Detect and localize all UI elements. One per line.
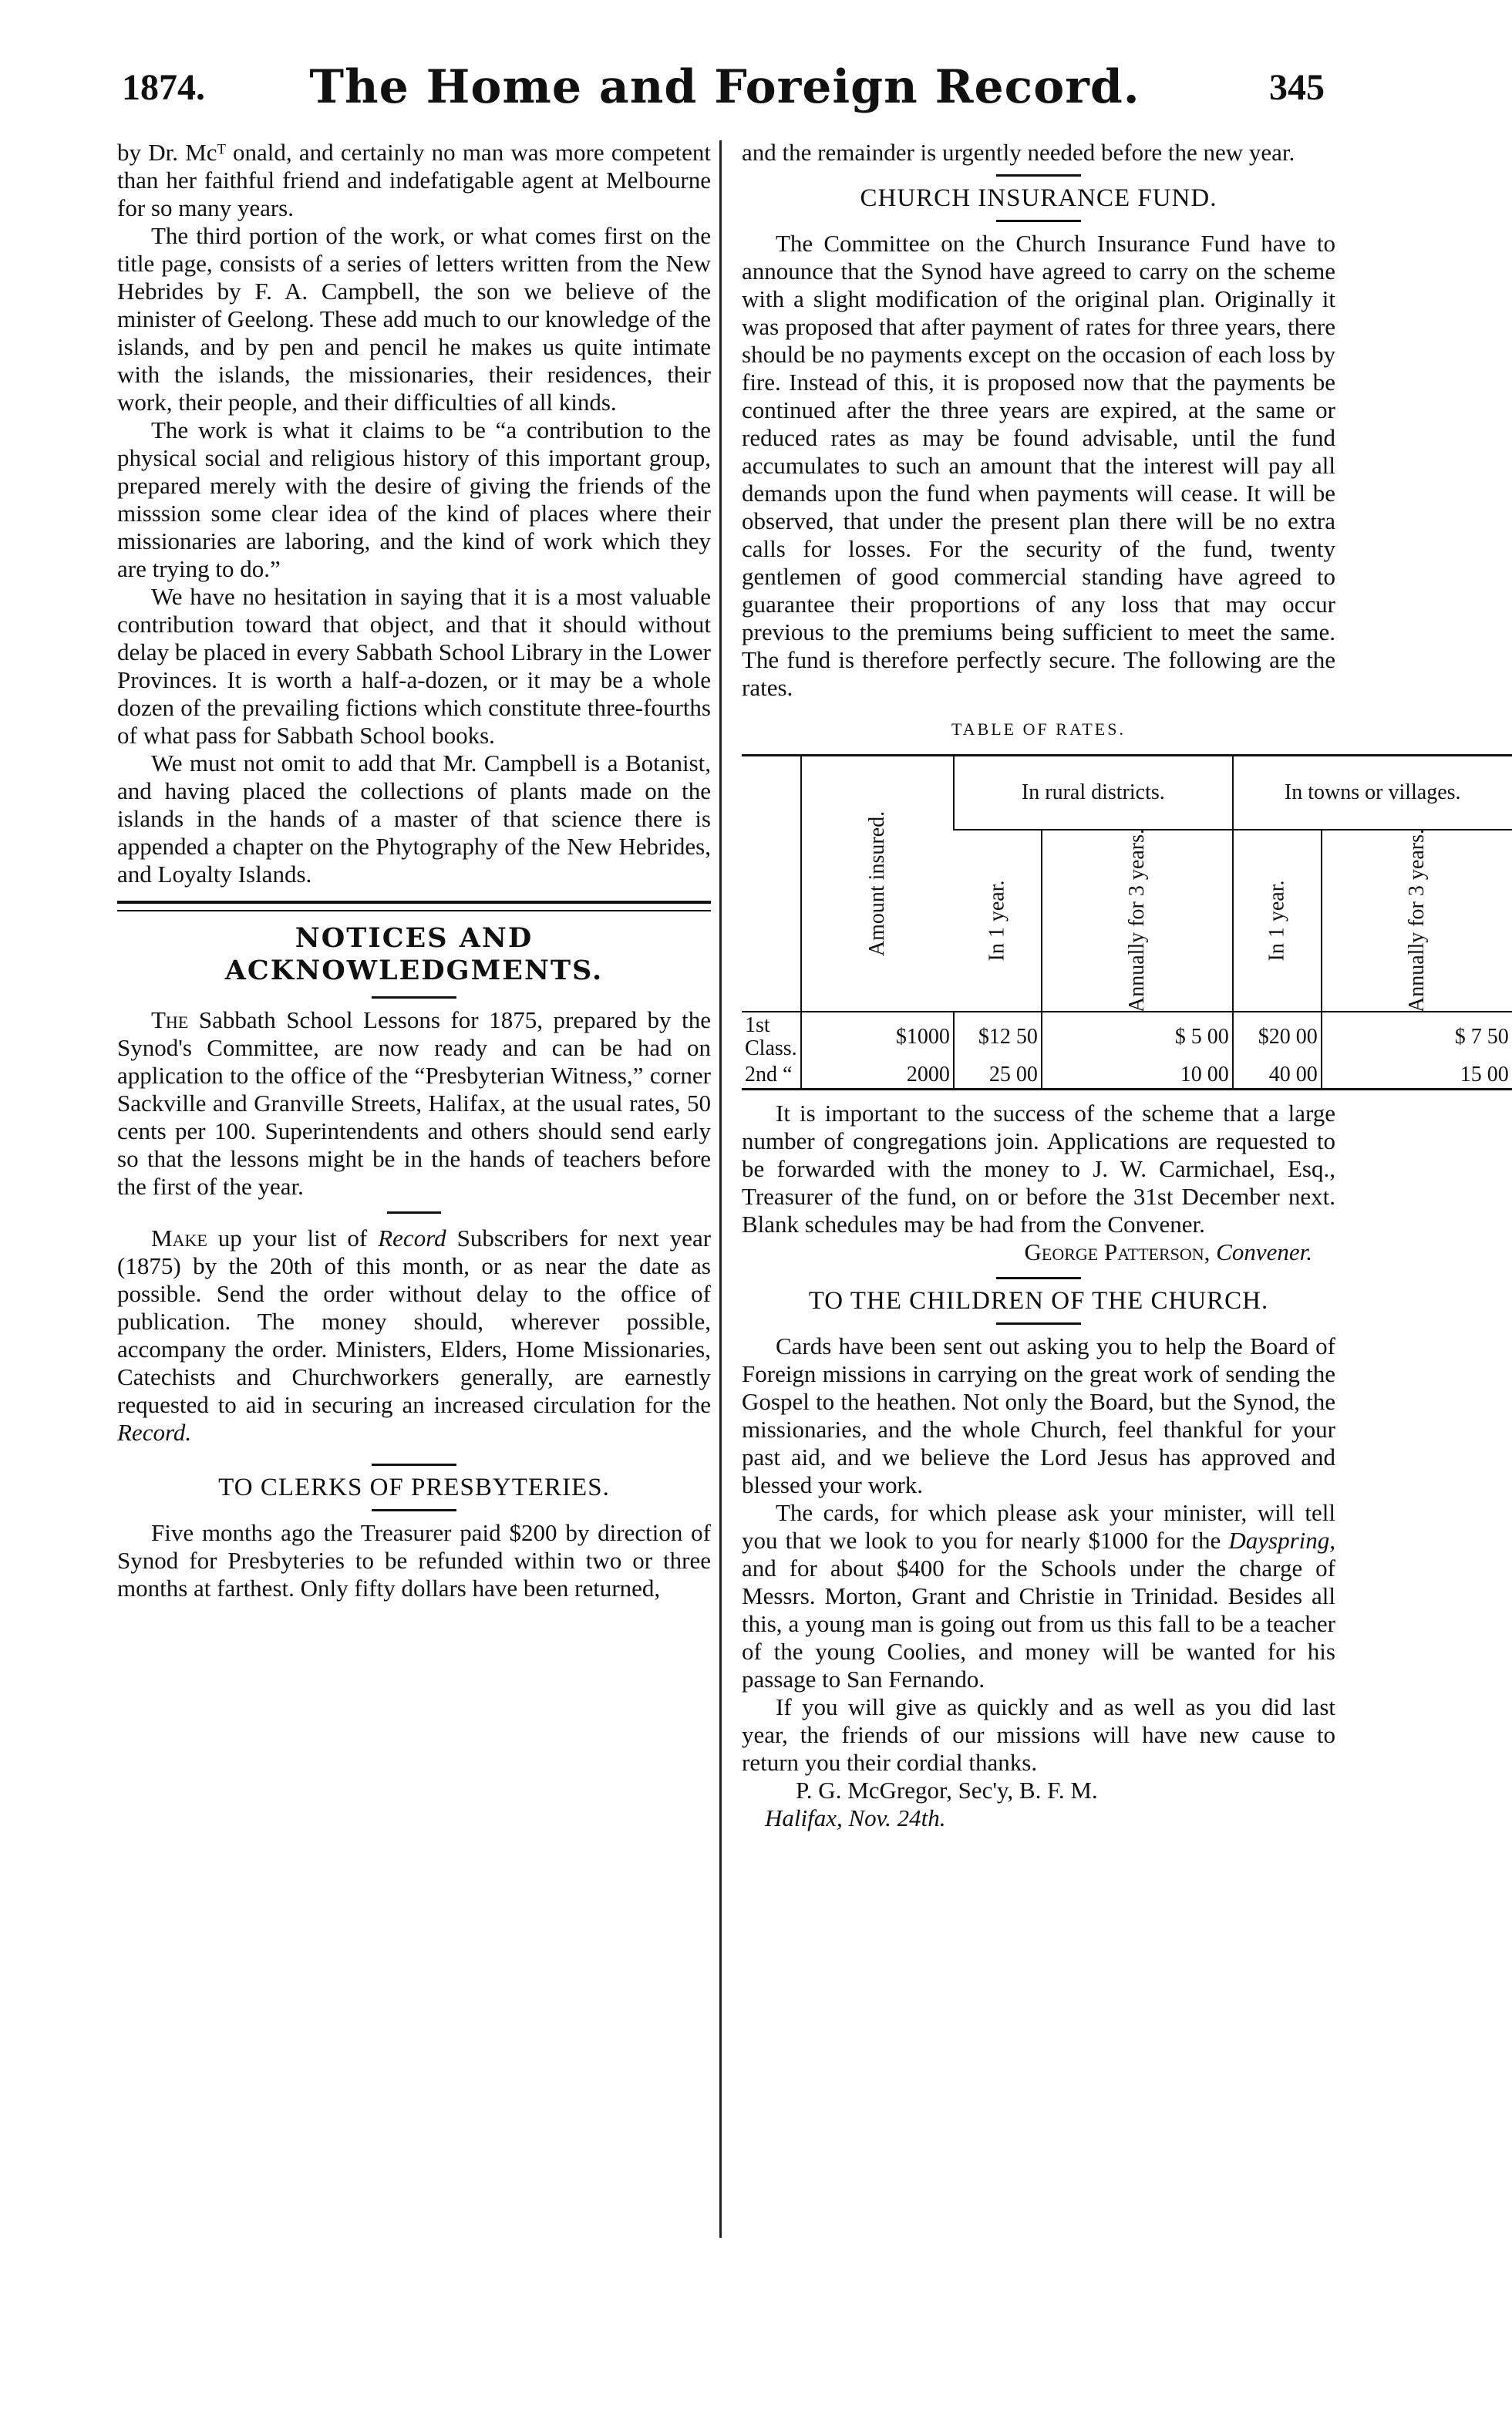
ship-name: Dayspring, xyxy=(1228,1527,1335,1554)
heading-rule xyxy=(996,174,1081,177)
heading-rule xyxy=(996,220,1081,222)
heading-rule xyxy=(996,1322,1081,1325)
section-rule xyxy=(117,901,711,904)
insurance-heading: CHURCH INSURANCE FUND. xyxy=(860,184,1217,212)
rate-cell: 10 00 xyxy=(1042,1062,1233,1090)
table-corner xyxy=(742,756,801,1012)
clerks-heading: TO CLERKS OF PRESBYTERIES. xyxy=(218,1474,610,1501)
notice-lead-word: The xyxy=(151,1006,189,1033)
notices-heading: NOTICES AND ACKNOWLEDGMENTS. xyxy=(224,922,604,986)
children-paragraph-1: Cards have been sent out asking you to help the Board of Foreign missions in carrying on the great work of sending the Gospel to the heathen. Not only the Board, but the Synod, the missionaries, and the whole Church, feel thankful for your past aid, and we believe the Lord Jesus has approved and blessed your work. xyxy=(742,1332,1335,1498)
notice-text: up your list of xyxy=(217,1225,368,1252)
col-towns-1yr: In 1 year. xyxy=(1233,830,1322,1012)
heading-rule xyxy=(372,1509,456,1511)
notice-lead-word: Make xyxy=(151,1225,207,1252)
section-rule-thin xyxy=(117,910,711,911)
col-rural-annual: Annually for 3 years. xyxy=(1042,830,1233,1012)
notice-sabbath-lessons xyxy=(117,1006,711,1201)
rate-cell: 25 00 xyxy=(954,1062,1042,1090)
notice-text: Sabbath School Lessons for 1875, prepared by the Synod's Committee, are now ready and can be had on application to the office of the “Presbyterian Witness,” corner Sackville and Granville Streets, Halifax, at the usual rates, 50 cents per 100. Superintendents and others should send early so that the lessons might be in the hands of teachers before the first of the year. xyxy=(117,1006,711,1200)
children-signature: P. G. McGregor, Sec'y, B. F. M. xyxy=(796,1777,1098,1804)
class-cell: 2nd “ xyxy=(742,1062,801,1090)
children-paragraph-2: The cards, for which please ask your minister, will tell you that we look to you for nearly $1000 for the Dayspring, and for about $400 for the Schools under the charge of Messrs. Morton, Grant and Christie in Trinidad. Besides all this, a young man is going out from us this fall to be a teacher of the young Coolies, and money will be wanted for his passage to San Fernando. xyxy=(742,1499,1335,1693)
amount-cell: $1000 xyxy=(801,1012,954,1062)
col-amount-insured: Amount insured. xyxy=(801,756,954,1012)
review-paragraph-4: We have no hesitation in saying that it is a most valuable contribution toward that object, and that it should without delay be placed in every Sabbath School Library in the Lower Provinces. It is worth a half-a-dozen, or it may be a whole dozen of the prevailing fictions which constitute three-fourths of what pass for Sabbath School books. xyxy=(117,583,711,749)
review-paragraph-3: The work is what it claims to be “a contribution to the physical social and religious history of this important group, prepared merely with the desire of giving the friends of the misssion some clear idea of the kind of places where their missionaries are laboring, and the kind of work which they are trying to do.” xyxy=(117,416,711,582)
record-title: Record. xyxy=(117,1419,192,1446)
rate-cell: $ 5 00 xyxy=(1042,1012,1233,1062)
running-header xyxy=(116,60,1334,122)
review-paragraph-5: We must not omit to add that Mr. Campbell is a Botanist, and having placed the collections of plants made on the islands in the hands of a master of that science there is appended a chapter on the Phytography of the New Hebrides, and Loyalty Islands. xyxy=(117,750,711,888)
left-column xyxy=(117,139,711,1602)
col-rural-1yr: In 1 year. xyxy=(985,880,1009,962)
heading-rule xyxy=(372,996,456,999)
insurance-paragraph: The Committee on the Church Insurance Fund have to announce that the Synod have agreed to carry on the scheme with a slight modification of the original plan. Originally it was proposed that after payment of rates for three years, there should be no payments except on the occasion of each loss by fire. Instead of this, it is proposed now that the payments be continued after the three years are expired, at the same or reduced rates as may be found advisable, until the fund accumulates to such an amount that the interest will pay all demands upon the fund when payments will cease. It will be observed, that under the present plan there will be no extra calls for losses. For the security of the fund, twenty gentlemen of good commercial standing have agreed to guarantee their proportions of any loss that may occur previous to the premiums being sufficient to meet the same. The fund is therefore perfectly secure. The following are the rates. xyxy=(742,230,1335,701)
heading-rule xyxy=(372,1464,456,1466)
signature-name: George Patterson, xyxy=(1024,1238,1211,1265)
header-year: 1874. xyxy=(122,67,205,108)
header-title: The Home and Foreign Record. xyxy=(309,60,1140,114)
heading-rule xyxy=(996,1277,1081,1279)
notice-rule xyxy=(387,1211,441,1214)
notice-record-subscribers xyxy=(117,1225,711,1447)
review-paragraph-2: The third portion of the work, or what comes first on the title page, consists of a series of letters written from the New Hebrides by F. A. Campbell, the son we believe of the minister of Geelong. These add much to our knowledge of the islands, and by pen and pencil he makes us quite intimate with the islands, the missionaries, their residences, their work, their people, and their difficulties of all kinds. xyxy=(117,222,711,416)
group-rural: In rural districts. xyxy=(954,756,1233,830)
review-paragraph-1: by Dr. Mcᵀ onald, and certainly no man was more competent than her faithful friend and indefatigable agent at Melbourne for so many years. xyxy=(117,139,711,221)
rate-cell: $ 7 50 xyxy=(1322,1012,1512,1062)
notice-text: Subscribers for next year (1875) by the 20th of this month, or as near the date as possible. Send the order without delay to the office of publication. The money should, wherever possible, accompany the order. Ministers, Elders, Home Missionaries, Catechists and Churchworkers generally, are earnestly requested to aid in securing an increased circulation for the xyxy=(117,1225,712,1418)
children-paragraph-3: If you will give as quickly and as well as you did last year, the friends of our missions will have new cause to return you their cordial thanks. xyxy=(742,1693,1335,1776)
column-divider xyxy=(719,140,722,2238)
rates-table xyxy=(742,754,1512,1090)
continued-paragraph: and the remainder is urgently needed before the new year. xyxy=(742,139,1295,166)
rate-cell: $12 50 xyxy=(954,1012,1042,1062)
table-row xyxy=(742,1012,1512,1062)
children-place-date: Halifax, Nov. 24th. xyxy=(765,1804,946,1831)
children-heading: TO THE CHILDREN OF THE CHURCH. xyxy=(808,1287,1269,1315)
clerks-paragraph: Five months ago the Treasurer paid $200 by direction of Synod for Presbyteries to be refunded within two or three months at farthest. Only fifty dollars have been returned, xyxy=(117,1519,711,1602)
class-cell: 1st Class. xyxy=(742,1012,801,1062)
rate-cell: 40 00 xyxy=(1233,1062,1322,1090)
header-page-number: 345 xyxy=(1269,67,1325,108)
amount-cell: 2000 xyxy=(801,1062,954,1090)
table-caption: TABLE OF RATES. xyxy=(951,719,1126,739)
col-towns-annual: Annually for 3 years. xyxy=(1322,830,1512,1012)
insurance-paragraph-2: It is important to the success of the scheme that a large number of congregations join. Applications are requested to be forwarded with the money to J. W. Carmichael, Esq., Treasurer of the fund, on or before the 31st December next. Blank schedules may be had from the Convener. xyxy=(742,1100,1335,1238)
right-column xyxy=(742,139,1509,1832)
insurance-signature xyxy=(742,1238,1335,1266)
rate-cell: 15 00 xyxy=(1322,1062,1512,1090)
record-title: Record xyxy=(378,1225,446,1252)
signature-title: Convener. xyxy=(1216,1238,1312,1265)
table-row xyxy=(742,1062,1512,1090)
rate-cell: $20 00 xyxy=(1233,1012,1322,1062)
group-towns: In towns or villages. xyxy=(1233,756,1512,830)
